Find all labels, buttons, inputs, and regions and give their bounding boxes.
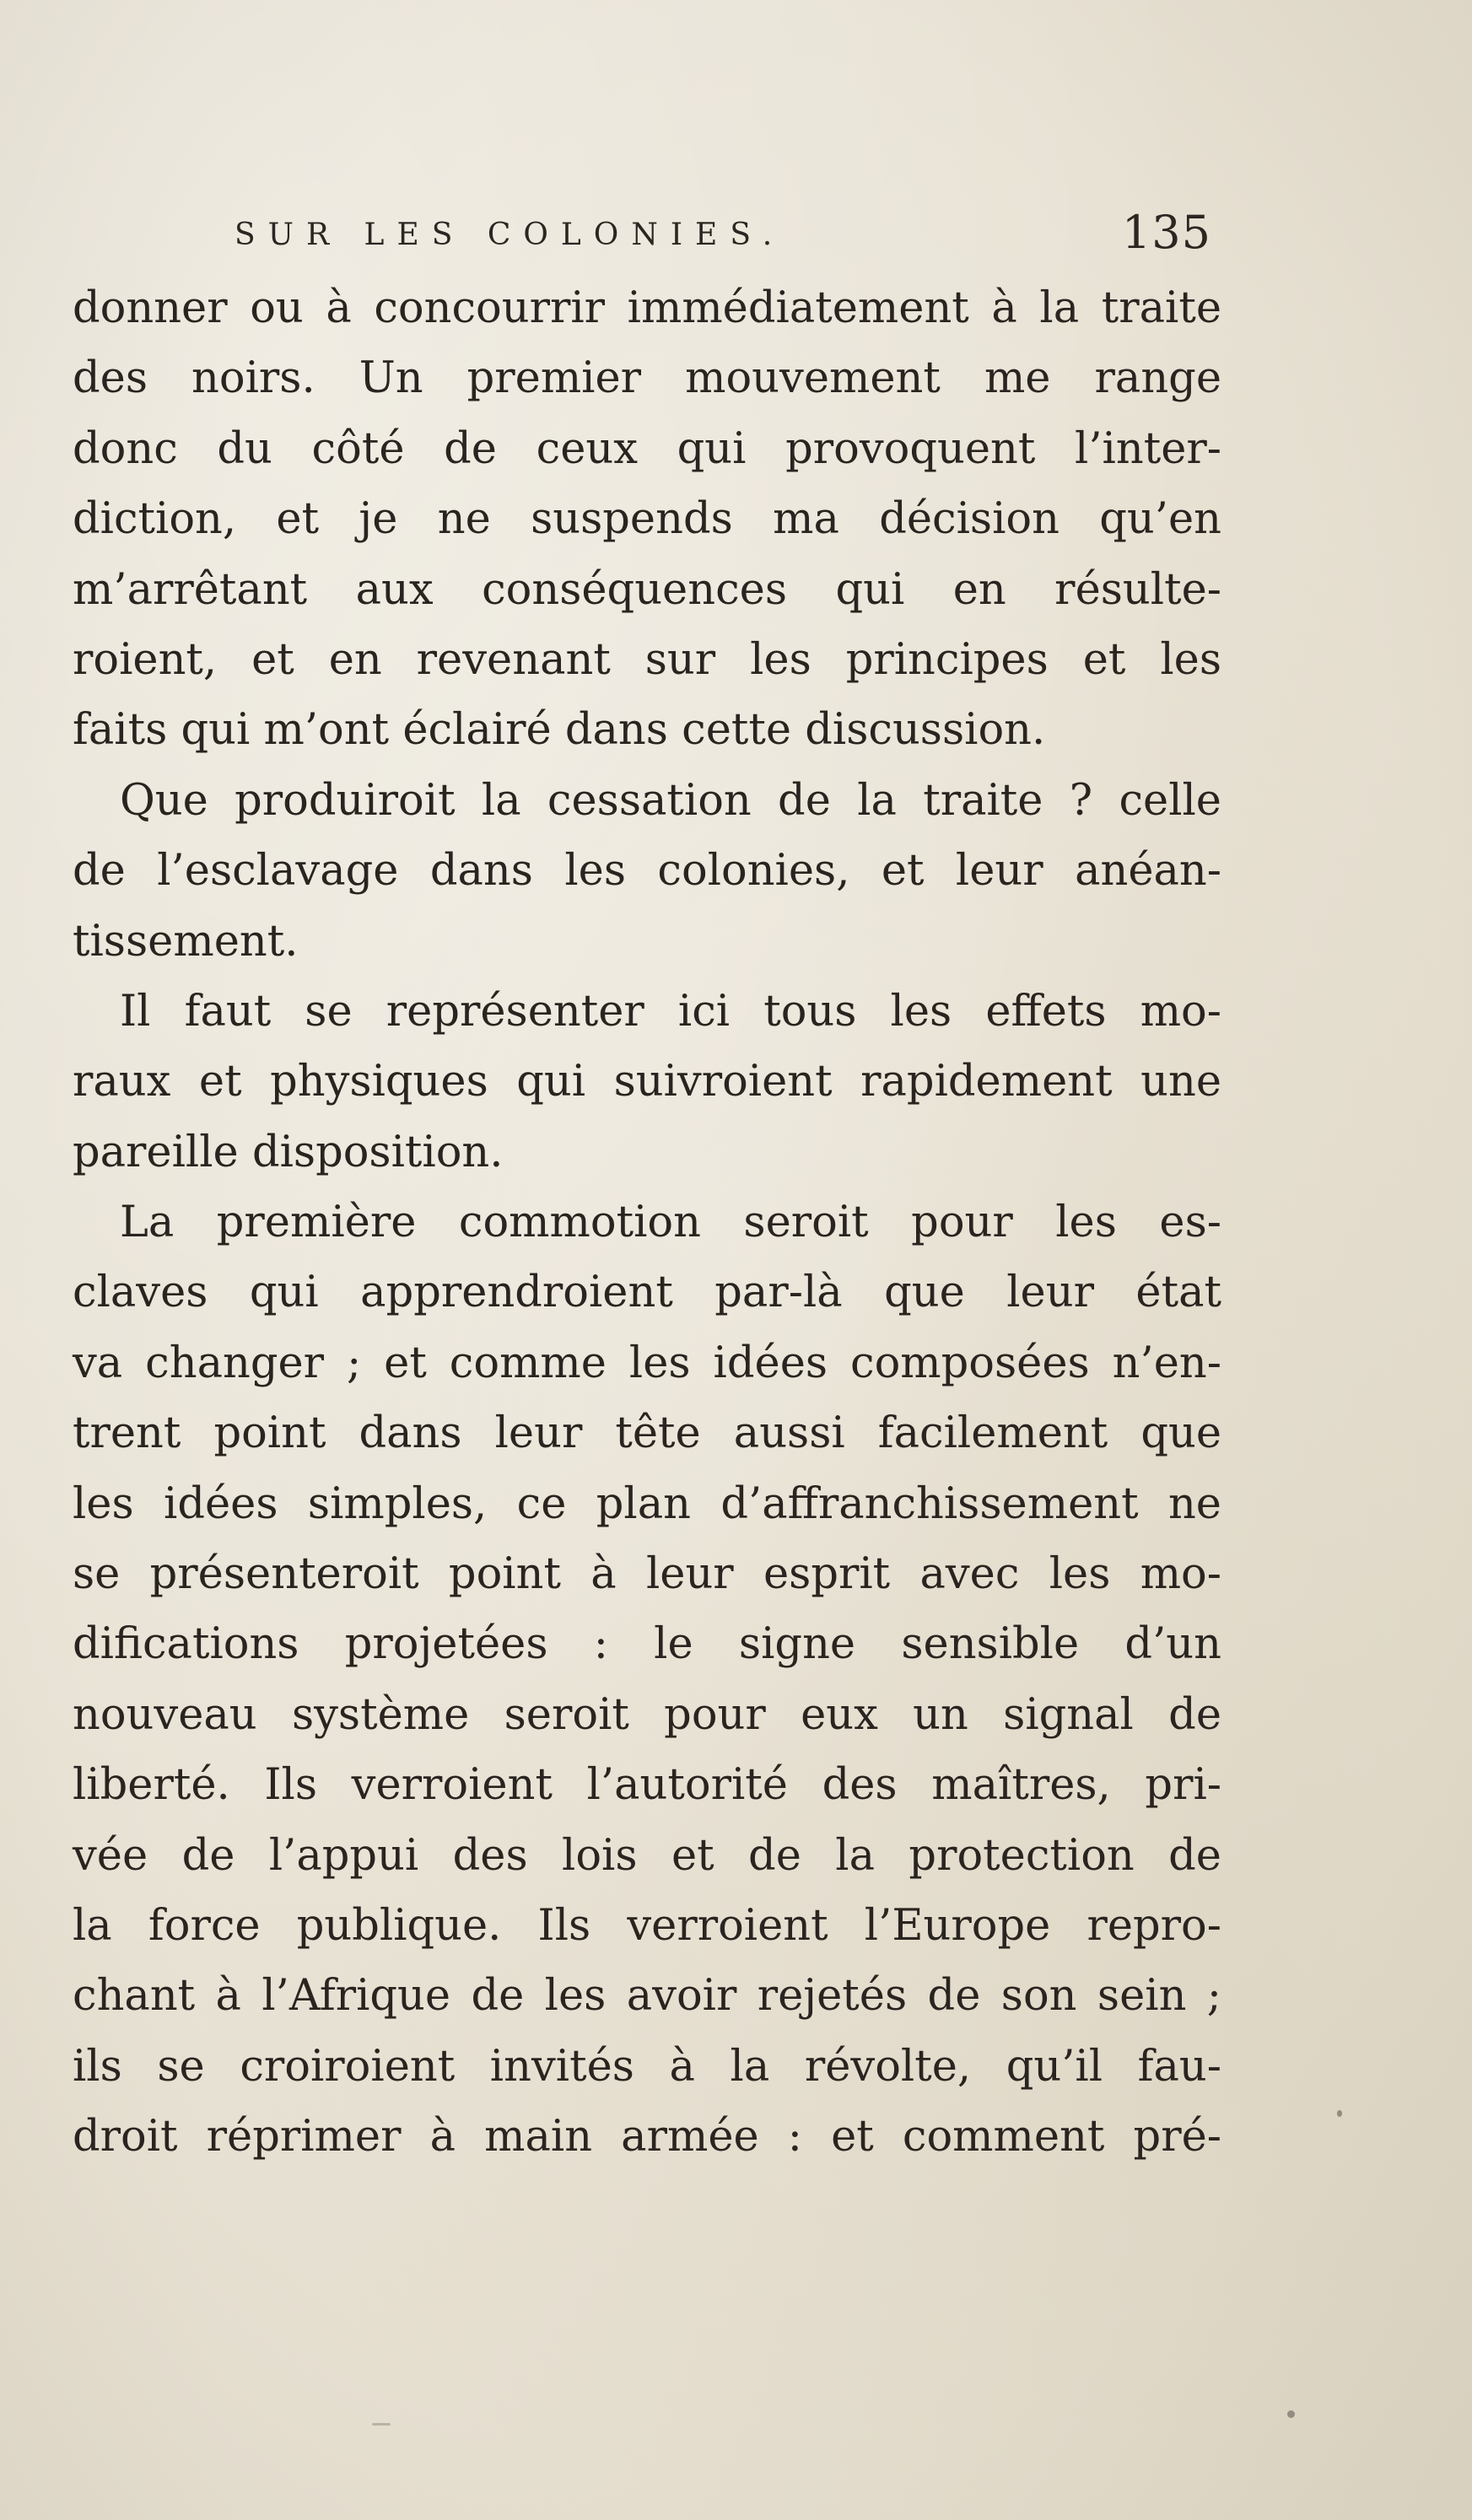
page-number: 135 xyxy=(1121,206,1211,259)
text-line: roient, et en revenant sur les principes et les xyxy=(73,634,1221,685)
paper-speck xyxy=(372,2423,391,2426)
page-header xyxy=(235,199,1221,267)
text-line: ils se croiroient invités à la révolte, qu’il fau- xyxy=(73,2041,1221,2092)
text-line: diction, et je ne suspends ma décision qu’en xyxy=(73,494,1221,545)
text-line: vée de l’appui des lois et de la protection de xyxy=(73,1830,1221,1881)
paper-speck xyxy=(1337,2110,1342,2117)
text-line: Que produiroit la cessation de la traite ? celle xyxy=(120,775,1221,826)
text-line: nouveau système seroit pour eux un signal de xyxy=(73,1689,1221,1740)
text-line: les idées simples, ce plan d’affranchissement ne xyxy=(73,1478,1221,1529)
text-line: chant à l’Afrique de les avoir rejetés de son sein ; xyxy=(73,1971,1221,2022)
text-line: difications projetées : le signe sensible d’un xyxy=(73,1619,1221,1670)
text-line: tissement. xyxy=(73,916,299,967)
text-line: Il faut se représenter ici tous les effets mo- xyxy=(120,986,1221,1037)
text-line: m’arrêtant aux conséquences qui en résulte- xyxy=(73,564,1221,615)
text-line: donc du côté de ceux qui provoquent l’inter- xyxy=(73,423,1221,474)
text-line: donner ou à concourrir immédiatement à la traite xyxy=(73,283,1221,333)
text-line: liberté. Ils verroient l’autorité des maîtres, pri- xyxy=(73,1760,1221,1811)
text-line: des noirs. Un premier mouvement me range xyxy=(73,353,1221,404)
text-line: de l’esclavage dans les colonies, et leur anéan- xyxy=(73,846,1221,897)
text-line: la force publique. Ils verroient l’Europe repro- xyxy=(73,1900,1221,1951)
running-title: SUR LES COLONIES. xyxy=(235,218,785,252)
text-line: faits qui m’ont éclairé dans cette discussion. xyxy=(73,705,1046,756)
text-line: raux et physiques qui suivroient rapidement une xyxy=(73,1057,1221,1107)
body-text xyxy=(73,273,1221,2173)
text-line: pareille disposition. xyxy=(73,1127,504,1177)
text-line: se présenteroit point à leur esprit avec les mo- xyxy=(73,1549,1221,1600)
text-line: droit réprimer à main armée : et comment pré- xyxy=(73,2112,1221,2162)
text-line: va changer ; et comme les idées composées n’en- xyxy=(73,1338,1221,1388)
text-line: La première commotion seroit pour les es- xyxy=(120,1198,1221,1248)
text-line: trent point dans leur tête aussi facilement que xyxy=(73,1408,1221,1459)
paper-speck xyxy=(1287,2410,1295,2418)
text-line: claves qui apprendroient par-là que leur état xyxy=(73,1268,1221,1318)
